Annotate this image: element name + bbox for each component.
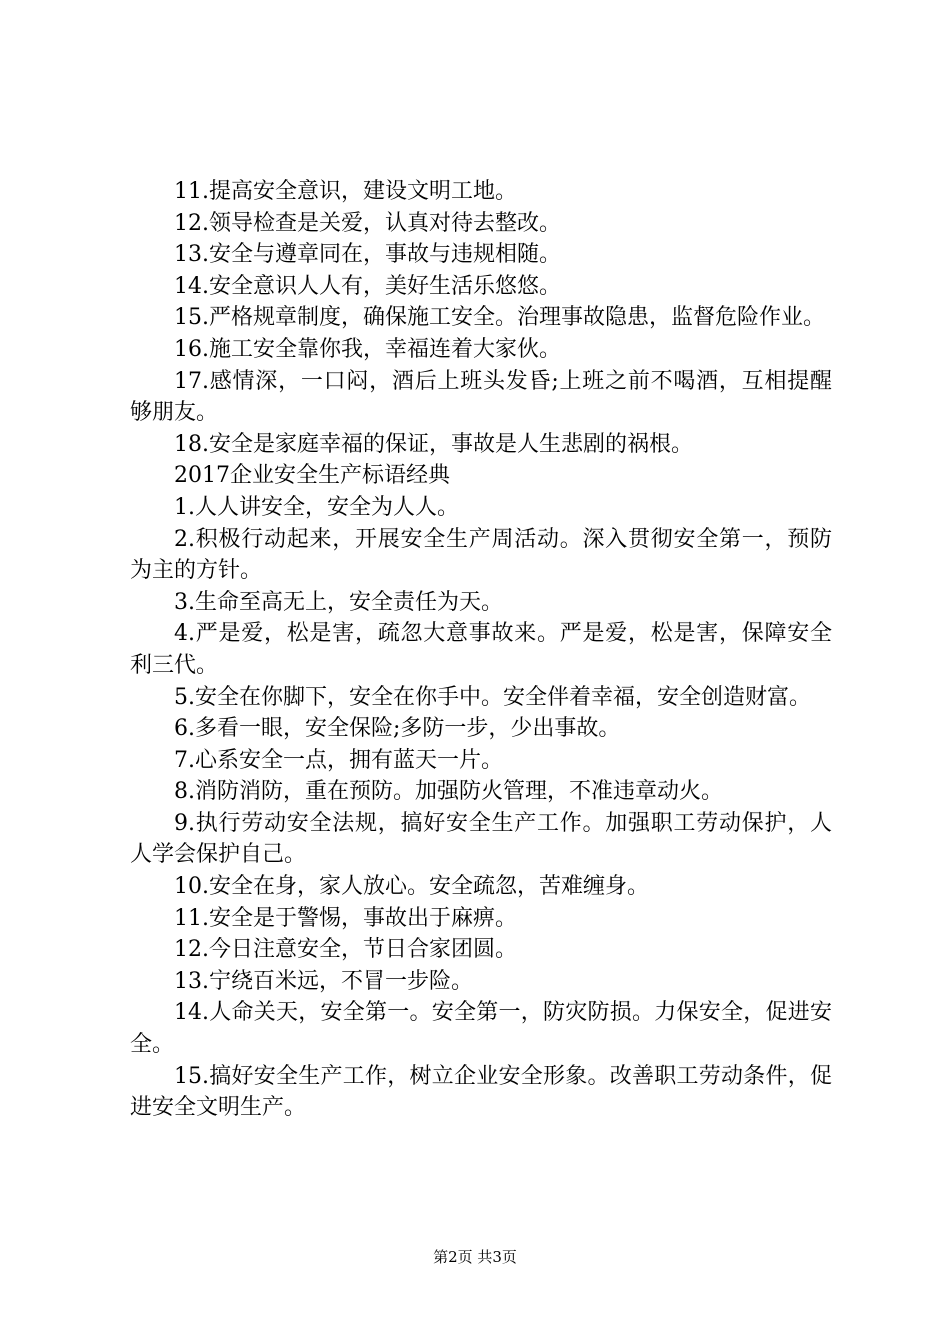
paragraph-16: 7.心系安全一点，拥有蓝天一片。 (174, 747, 503, 773)
paragraph-4: 14.安全意识人人有，美好生活乐悠悠。 (174, 273, 561, 299)
paragraph-2: 12.领导检查是关爱，认真对待去整改。 (174, 210, 561, 236)
paragraph-13: 4.严是爱，松是害，疏忽大意事故来。严是爱，松是害，保障安全利三代。 (130, 621, 832, 678)
paragraph-22: 13.宁绕百米远，不冒一步险。 (174, 968, 473, 994)
paragraph-10: 1.人人讲安全，安全为人人。 (174, 494, 459, 520)
paragraph-5: 15.严格规章制度，确保施工安全。治理事故隐患，监督危险作业。 (174, 305, 825, 331)
paragraph-12: 3.生命至高无上，安全责任为天。 (174, 589, 503, 615)
paragraph-1: 11.提高安全意识，建设文明工地。 (174, 179, 517, 204)
paragraph-17: 8.消防消防，重在预防。加强防火管理，不准违章动火。 (174, 779, 723, 805)
paragraph-18: 9.执行劳动安全法规，搞好安全生产工作。加强职工劳动保护，人人学会保护自己。 (130, 810, 832, 868)
section-heading: 2017企业安全生产标语经典 (174, 463, 450, 489)
paragraph-7: 17.感情深，一口闷，酒后上班头发昏;上班之前不喝酒，互相提醒够朋友。 (130, 368, 832, 426)
paragraph-20: 11.安全是于警惕，事故出于麻痹。 (174, 905, 517, 931)
page-number-footer: 第2页 共3页 (433, 1248, 517, 1266)
paragraph-21: 12.今日注意安全，节日合家团圆。 (174, 937, 517, 963)
paragraph-3: 13.安全与遵章同在，事故与违规相随。 (174, 242, 561, 268)
document-body (130, 176, 832, 1124)
paragraph-19: 10.安全在身，家人放心。安全疏忽，苦难缠身。 (174, 874, 649, 900)
paragraph-11: 2.积极行动起来，开展安全生产周活动。深入贯彻安全第一，预防为主的方针。 (130, 526, 832, 584)
paragraph-15: 6.多看一眼，安全保险;多防一步，少出事故。 (174, 716, 621, 742)
paragraph-8: 18.安全是家庭幸福的保证，事故是人生悲剧的祸根。 (174, 431, 693, 457)
paragraph-23: 14.人命关天，安全第一。安全第一，防灾防损。力保安全，促进安全。 (130, 1000, 832, 1058)
paragraph-14: 5.安全在你脚下，安全在你手中。安全伴着幸福，安全创造财富。 (174, 684, 811, 710)
paragraph-24: 15.搞好安全生产工作，树立企业安全形象。改善职工劳动条件，促进安全文明生产。 (130, 1063, 832, 1121)
paragraph-6: 16.施工安全靠你我，幸福连着大家伙。 (174, 336, 561, 362)
